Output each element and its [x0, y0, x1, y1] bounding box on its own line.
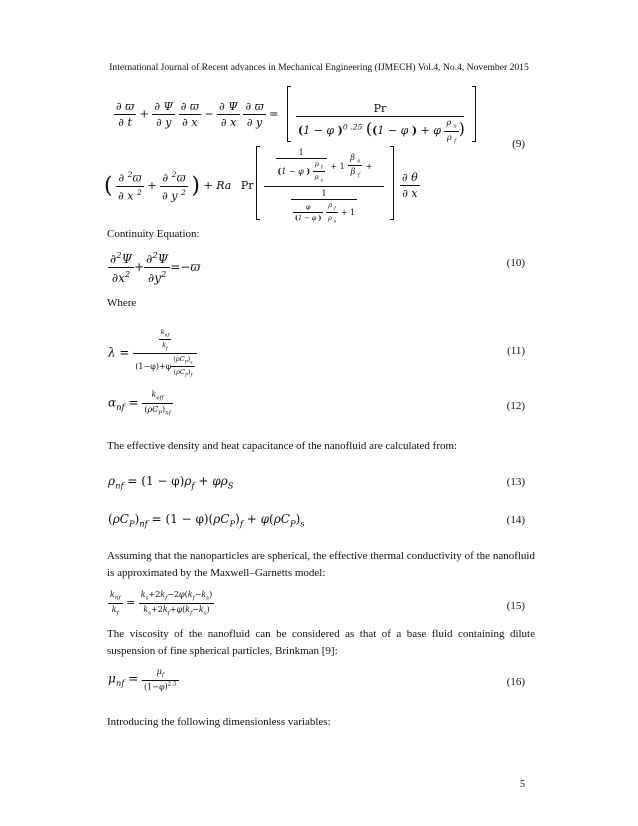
equation-14-number: (14): [506, 514, 525, 526]
eq9-exponent: 0 .25: [342, 122, 363, 132]
equation-13-number: (13): [506, 476, 525, 488]
maxwell-garnetts-text: Assuming that the nanoparticles are spherical, the effective thermal conductivity of the nanofluid is approximated by the Maxwell–Garnetts model:: [107, 550, 535, 579]
journal-header: International Journal of Recent advances in Mechanical Engineering (IJMECH) Vol.4, No.4, November 2015: [109, 62, 529, 73]
equation-14: $(\rho C_P)_{nf} = (1 - \varphi)(\rho C_P)_f + \varphi(\rho C_P)_s$: [108, 512, 305, 529]
equation-11-number: (11): [507, 345, 525, 357]
equation-10: $\frac{\partial^2\Psi}{\partial x^2}$ + $\frac{\partial^2\Psi}{\partial y^2}$ =−ϖ: [110, 250, 201, 285]
equation-9-line-1: $\frac{\partial ϖ}{\partial t}$ + $\frac{\partial \Psi}{\partial y}$ $\frac{\partial ϖ}{\partial x}$ − $\frac{\partial \Psi}{\partial x}$ $\frac{\partial ϖ}{\partial y}$ =: [116, 100, 279, 129]
brinkman-text: The viscosity of the nanofluid can be considered as that of a base fluid containing dilute suspension of fine spherical particles, Brinkman [9]:: [107, 628, 535, 657]
page-number: 5: [520, 779, 525, 790]
equation-9-theta-derivative: $\frac{\partial \theta}{\partial x}$: [402, 171, 418, 200]
eq9-ra-label: Ra: [216, 179, 232, 193]
equation-16: $\mu_{nf}$ = $\frac{\mu_f}{(1-\varphi)^{2.5}}$: [108, 667, 177, 692]
equation-9-number: (9): [512, 138, 525, 150]
equation-12: $\alpha_{nf}$ = $\frac{k_{eff}}{(\rho C_P)_{nf}}$: [108, 390, 171, 417]
eq9-bracket-left-2: [256, 146, 260, 220]
equation-9-pr-fraction: Pr (1 − φ )$^{0 .25}$ ((1 − φ ) + φ $\frac{\rho _s}{\rho _f}$ ): [298, 102, 465, 145]
continuity-label: Continuity Equation:: [107, 228, 200, 240]
eq9-bracket-right-2: [390, 146, 394, 220]
equation-10-number: (10): [506, 257, 525, 269]
equation-9-buoyancy-fraction: 1 (1 − φ ) $\frac{\rho _f}{\rho _s}$ + 1 $\frac{\beta _s}{\beta _f}$ + 1 $\frac{\varphi}{(1 - \varphi )}$ $\frac{\rho _f}{\rho _s}$ + 1: [264, 148, 384, 224]
effective-density-text: The effective density and heat capacitance of the nanofluid are calculated from:: [107, 440, 458, 452]
where-label: Where: [107, 297, 137, 309]
eq9-pr-label: Pr: [296, 102, 464, 117]
eq9-bracket-right-1: [472, 86, 476, 142]
equation-11: λ = $\frac{k_{nf}}{k_f}$ (1−φ)+φ $\frac{(\rho C_P)_s}{(\rho C_P)_f}$: [108, 328, 197, 378]
eq9-pr-label-2: Pr: [240, 179, 254, 193]
equation-12-number: (12): [506, 400, 525, 412]
equation-15-number: (15): [506, 600, 525, 612]
dimensionless-variables-text: Introducing the following dimensionless variables:: [107, 716, 331, 728]
eq9-bracket-left-1: [287, 86, 291, 142]
equation-16-number: (16): [506, 676, 525, 688]
equation-13: $\rho_{nf} = (1 - \varphi)\rho_f + \varphi\rho_S$: [108, 474, 234, 491]
equation-9-line-2: ( $\frac{\partial ^2ϖ}{\partial x ^2}$ + $\frac{\partial ^2ϖ}{\partial y ^2}$ ) + Ra Pr: [104, 170, 254, 203]
equation-15: $\frac{k_{nf}}{k_f}$ = $\frac{k_s+2k_f-2\varphi(k_f-k_s)}{k_s+2k_f+\varphi(k_f-k_s)}$: [110, 590, 213, 617]
